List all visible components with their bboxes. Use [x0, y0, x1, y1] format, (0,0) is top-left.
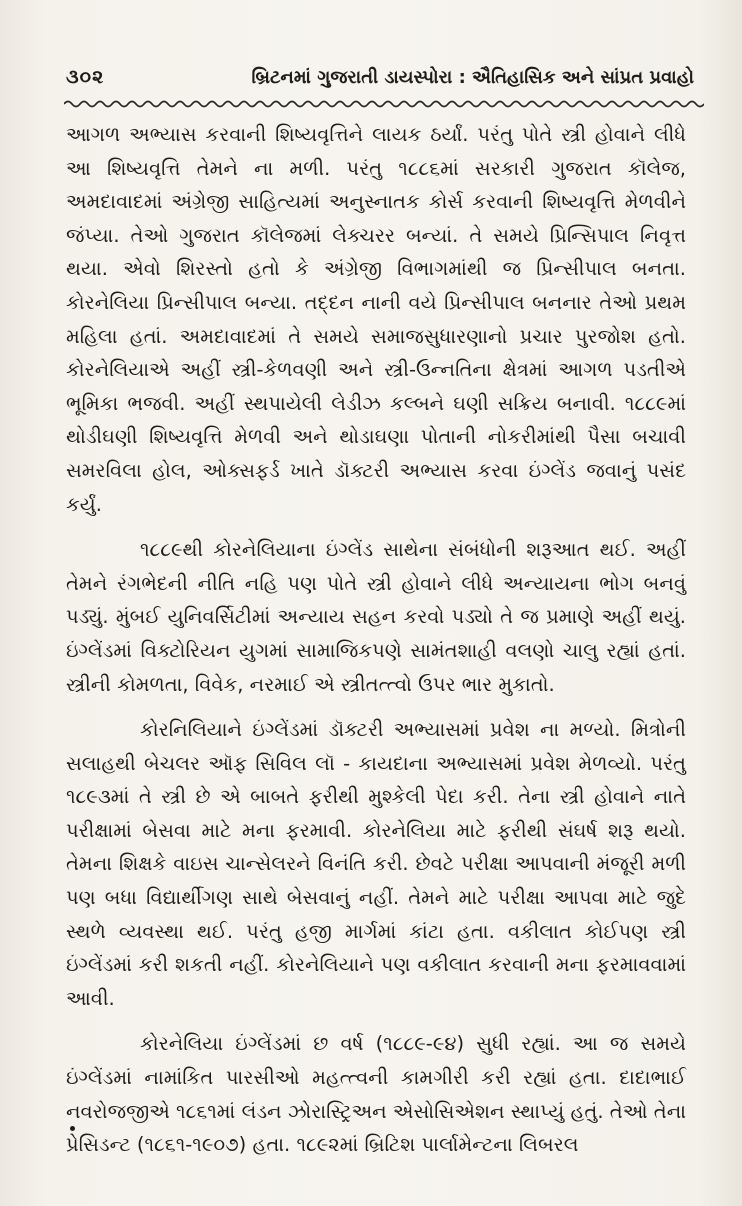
paragraph-1: આગળ અભ્યાસ કરવાની શિષ્યવૃત્તિને લાયક ઠર્યાં. પરંતુ પોતે સ્ત્રી હોવાને લીધે આ શિષ્યવૃત્તિ તેમને ના મળી. પરંતુ ૧૮૮૬માં સરકારી ગુજરાત કૉલેજ, અમદાવાદમાં અંગ્રેજી સાહિત્યમાં અનુસ્નાતક કોર્સ કરવાની શિષ્યવૃત્તિ મેળવીને જંપ્યા. તેઓ ગુજરાત કૉલેજમાં લેક્ચરર બન્યાં. તે સમયે પ્રિન્સિપાલ નિવૃત્ત થયા. એવો શિરસ્તો હતો કે અંગ્રેજી વિભાગમાંથી જ પ્રિન્સીપાલ બનતા. કોરનેલિયા પ્રિન્સીપાલ બન્યા. તદ્દન નાની વયે પ્રિન્સીપાલ બનનાર તેઓ પ્રથમ મહિલા હતાં. અમદાવાદમાં તે સમયે સમાજસુધારણાનો પ્રચાર પુરજોશ હતો. કોરનેલિયાએ અહીં સ્ત્રી-કેળવણી અને સ્ત્રી-ઉન્નતિના ક્ષેત્રમાં આગળ પડતીએ ભૂમિકા ભજવી. અહીં સ્થપાયેલી લેડીઝ કલ્બને ઘણી સક્રિય બનાવી. ૧૮૮૯માં થોડીઘણી શિષ્યવૃત્તિ મેળવી અને થોડાઘણા પોતાની નોકરીમાંથી પૈસા બચાવી સમરવિલા હોલ, ઓક્સફર્ડ ખાતે ડૉક્ટરી અભ્યાસ કરવા ઇંગ્લેંડ જવાનું પસંદ કર્યું.: [66, 123, 686, 516]
paragraph-2: ૧૮૮૯થી કોરનેલિયાના ઇંગ્લેંડ સાથેના સંબંધોની શરૂઆત થઈ. અહીં તેમને રંગભેદની નીતિ નહિ પણ પોતે સ્ત્રી હોવાને લીધે અન્યાયના ભોગ બનવું પડ્યું. મુંબઈ યુનિવર્સિટીમાં અન્યાય સહન કરવો પડ્યો તે જ પ્રમાણે અહીં થયું. ઇંગ્લેંડમાં વિક્ટોરિયન યુગમાં સામાજિકપણે સામંતશાહી વલણો ચાલુ રહ્યાં હતાં. સ્ત્રીની કોમળતા, વિવેક, નરમાઈ એ સ્ત્રીતત્ત્વો ઉપર ભાર મુકાતો.: [66, 538, 686, 696]
paragraph-4: કોરનેલિયા ઇંગ્લેંડમાં છ વર્ષ (૧૮૮૯-૯૪) સુધી રહ્યાં. આ જ સમયે ઇંગ્લેંડમાં નામાંકિત પારસીઓ મહત્ત્વની કામગીરી કરી રહ્યાં હતા. દાદાભાઈ નવરોજજીએ ૧૮૬૧માં લંડન ઝોરાસ્ટ્રિઅન એસોસિએશન સ્થાપ્યું હતું. તેઓ તેના પ્રેસિડન્ટ (૧૮૬૧-૧૯૦૭) હતા. ૧૮૯૨માં બ્રિટિશ પાર્લામેન્ટના લિબરલ: [66, 1032, 686, 1157]
body-text: [66, 118, 686, 1174]
page-number: ૩૦૨: [66, 66, 105, 88]
ink-dot: [70, 1126, 75, 1131]
paragraph-3: કોરનિલિયાને ઇંગ્લેંડમાં ડૉક્ટરી અભ્યાસમાં પ્રવેશ ના મળ્યો. મિત્રોની સલાહથી બેચલર ઑફ સિવિલ લૉ - કાયદાના અભ્યાસમાં પ્રવેશ મેળવ્યો. પરંતુ ૧૮૯૩માં તે સ્ત્રી છે એ બાબતે ફરીથી મુશ્કેલી પેદા કરી. તેના સ્ત્રી હોવાને નાતે પરીક્ષામાં બેસવા માટે મના ફરમાવી. કોરનેલિયા માટે ફરીથી સંઘર્ષ શરૂ થયો. તેમના શિક્ષકે વાઇસ ચાન્સેલરને વિનંતિ કરી. છેવટે પરીક્ષા આપવાની મંજૂરી મળી પણ બધા વિદ્યાર્થીગણ સાથે બેસવાનું નહીં. તેમને માટે પરીક્ષા આપવા માટે જુદે સ્થળે વ્યવસ્થા થઈ. પરંતુ હજી માર્ગમાં કાંટા હતા. વકીલાત કોઈપણ સ્ત્રી ઇંગ્લેંડમાં કરી શકતી નહીં. કોરનેલિયાને પણ વકીલાત કરવાની મના ફરમાવવામાં આવી.: [66, 718, 686, 1010]
wavy-divider: [64, 98, 704, 110]
page-header: [66, 66, 694, 96]
running-head: બ્રિટનમાં ગુજરાતી ડાયસ્પોરા : ઐતિહાસિક અને સાંપ્રત પ્રવાહો: [251, 67, 694, 88]
